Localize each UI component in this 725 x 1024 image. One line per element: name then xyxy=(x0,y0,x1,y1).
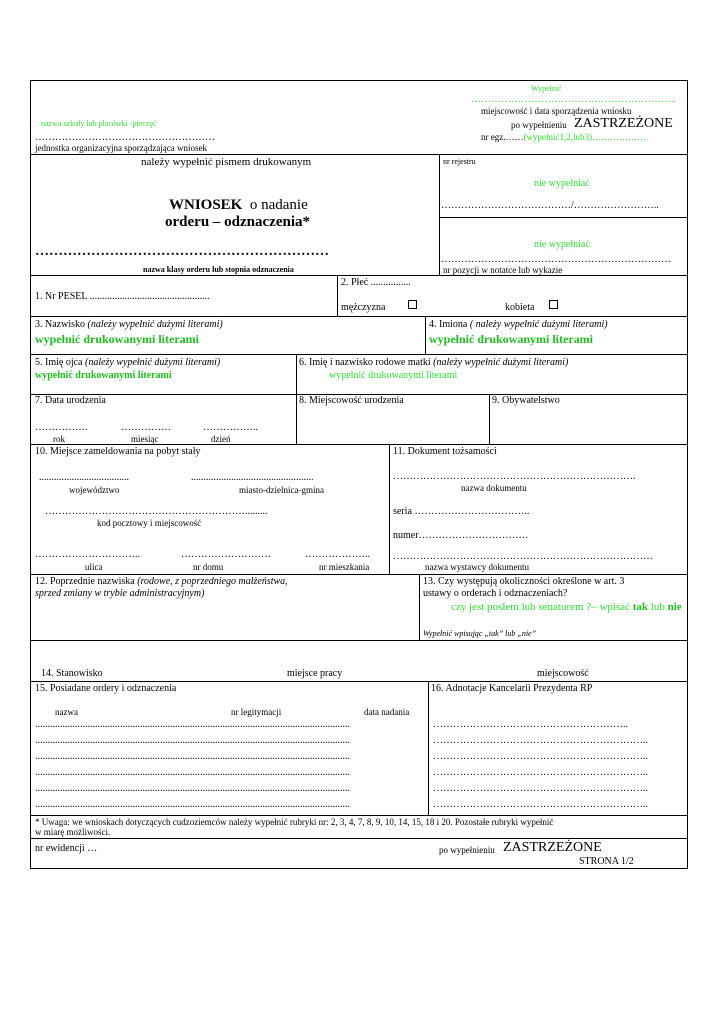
dob-month-dots[interactable]: …………… xyxy=(121,422,171,433)
form-title: WNIOSEK o nadanie xyxy=(169,197,308,213)
president-notes-label: 16. Adnotacje Kancelarii Prezydenta RP xyxy=(431,683,593,694)
father-name-value[interactable]: wypełnić drukowanymi literami xyxy=(35,370,172,381)
foreigners-note: * Uwaga: we wnioskach dotyczących cudzoziemców należy wypełnić rubryki nr: 2, 3, 4, 7, 8, 9, 10, 14, 15, 18 i 20. Pozostałe rubryki wypełnić xyxy=(35,817,554,827)
citizenship-label: 9. Obywatelstwo xyxy=(492,395,560,406)
page-number: STRONA 1/2 xyxy=(579,856,634,867)
place-date-label: miejscowość i data sporządzenia wniosku xyxy=(481,106,632,116)
instruction-text: należy wypełnić pismem drukowanym xyxy=(141,156,312,168)
surname-value[interactable]: wypełnić drukowanymi literami xyxy=(35,332,199,346)
mother-name-value[interactable]: wypełnić drukowanymi literami xyxy=(329,370,458,381)
do-not-fill-2: nie wypełniać xyxy=(534,239,590,250)
day-label: dzień xyxy=(211,434,231,444)
awards-col-name: nazwa xyxy=(55,707,78,717)
postal-label: kod pocztowy i miejscowość xyxy=(97,518,202,528)
foreigners-note-2: w miarę możliwości. xyxy=(35,827,111,837)
workplace-label: miejsce pracy xyxy=(287,668,343,679)
flat-label: nr mieszkania xyxy=(319,562,370,572)
president-notes-row[interactable]: ………………………………………………….. xyxy=(433,719,628,730)
form-title-line2: orderu – odznaczenia* xyxy=(165,214,310,230)
flat-dots[interactable]: ……………….. xyxy=(305,549,370,560)
president-notes-row[interactable]: ……………………………………………………….. xyxy=(433,735,648,746)
footer-restricted: ZASTRZEŻONE xyxy=(503,840,602,855)
house-dots[interactable]: ……………………… xyxy=(181,549,271,560)
president-notes-row[interactable]: ……………………………………………………….. xyxy=(433,799,648,810)
postal-dots[interactable]: ……………………………………………………......... xyxy=(45,506,268,517)
president-notes-row[interactable]: ……………………………………………………….. xyxy=(433,783,648,794)
mp-senator-question[interactable]: czy jest posłem lub senatorem ?– wpisać tak lub nie xyxy=(451,601,682,613)
unit-label: jednostka organizacyjna sporządzająca wniosek xyxy=(35,143,208,153)
after-fill-label: po wypełnieniu xyxy=(511,120,567,130)
awards-row[interactable]: .............................................................................................................................. xyxy=(35,719,350,730)
street-dots[interactable]: ………………………….. xyxy=(35,549,140,560)
id-series-field[interactable]: seria …………………………….. xyxy=(393,506,530,517)
place-date-dots[interactable]: …………………………………………………….. xyxy=(471,94,676,105)
voivodeship-dots[interactable]: .................................... xyxy=(39,472,129,483)
dob-year-dots[interactable]: ……………. xyxy=(35,422,88,433)
previous-names-label: 12. Poprzednie nazwiska (rodowe, z poprzedniego małżeństwa, xyxy=(35,576,288,587)
school-stamp-note: nazwa szkoły lub placówki -pieczęć xyxy=(41,119,157,128)
id-issuer-label: nazwa wystawcy dokumentu xyxy=(425,562,529,572)
mother-name-label: 6. Imię i nazwisko rodowe matki (należy wypełnić dużymi literami) xyxy=(299,357,569,368)
awards-row[interactable]: .............................................................................................................................. xyxy=(35,751,350,762)
address-label: 10. Miejsce zameldowania na pobyt stały xyxy=(35,446,201,457)
sex-label: 2. Płeć ................ xyxy=(341,277,411,288)
id-doc-name-label: nazwa dokumentu xyxy=(461,483,527,493)
circumstances-label-2: ustawy o orderach i odznaczeniach? xyxy=(423,588,568,599)
id-doc-label: 11. Dokument tożsamości xyxy=(393,446,497,457)
birthplace-label: 8. Miejscowość urodzenia xyxy=(299,395,404,406)
street-label: ulica xyxy=(85,562,103,572)
position-dots[interactable]: …………………………………………………………… xyxy=(441,254,671,265)
position-label: 14. Stanowisko xyxy=(41,668,103,679)
awards-label: 15. Posiadane ordery i odznaczenia xyxy=(35,683,177,694)
previous-names-hint: sprzed zmiany w trybie administracyjnym) xyxy=(35,588,205,599)
evidence-number-field[interactable]: nr ewidencji … xyxy=(35,843,98,854)
dob-day-dots[interactable]: …………….. xyxy=(203,422,258,433)
female-checkbox[interactable] xyxy=(549,300,558,309)
father-name-label: 5. Imię ojca (należy wypełnić dużymi literami) xyxy=(35,357,221,368)
awards-col-date: data nadania xyxy=(364,707,410,717)
awards-row[interactable]: .............................................................................................................................. xyxy=(35,799,350,810)
dob-label: 7. Data urodzenia xyxy=(35,395,106,406)
order-dots[interactable]: ……………………………………………………… xyxy=(35,244,329,259)
circumstances-label: 13. Czy występują okoliczności określone w art. 3 xyxy=(423,576,625,587)
awards-row[interactable]: .............................................................................................................................. xyxy=(35,735,350,746)
id-doc-name-dots[interactable]: ………………………………………………………………. xyxy=(393,471,636,482)
circumstances-hint: Wypełnić wpisując „tak” lub „nie” xyxy=(423,629,537,638)
surname-label: 3. Nazwisko (należy wypełnić dużymi literami) xyxy=(35,319,223,330)
city-dots[interactable]: ................................................. xyxy=(191,472,314,483)
position-label: nr pozycji w notatce lub wykazie xyxy=(443,265,563,275)
register-dots[interactable]: …………………………………/…………………….. xyxy=(441,200,659,211)
month-label: miesiąc xyxy=(131,434,159,444)
house-label: nr domu xyxy=(193,562,224,572)
male-checkbox[interactable] xyxy=(408,300,417,309)
female-label: kobieta xyxy=(505,302,535,313)
order-label: nazwa klasy orderu lub stopnia odznaczenia xyxy=(143,265,294,274)
fill-note: Wypełnić xyxy=(531,84,562,93)
register-label: nr rejestru xyxy=(443,157,476,166)
awards-row[interactable]: .............................................................................................................................. xyxy=(35,767,350,778)
president-notes-row[interactable]: ……………………………………………………….. xyxy=(433,751,648,762)
voivodeship-label: województwo xyxy=(69,485,120,495)
unit-dots[interactable]: ……………………………………………… xyxy=(35,132,215,143)
id-issuer-dots[interactable]: …………………………………………………………………… xyxy=(393,551,653,562)
application-form xyxy=(30,80,688,869)
copy-number-field[interactable]: nr egz.……(wypełnić1,2,lub3)……………… xyxy=(481,132,646,142)
city-label: miasto-dzielnica-gmina xyxy=(239,485,324,495)
president-notes-row[interactable]: ……………………………………………………….. xyxy=(433,767,648,778)
restricted-label: ZASTRZEŻONE xyxy=(574,116,673,131)
do-not-fill-1: nie wypełniać xyxy=(534,178,590,189)
given-names-value[interactable]: wypełnić drukowanymi literami xyxy=(429,332,593,346)
male-label: mężczyzna xyxy=(341,302,386,313)
pesel-field[interactable]: 1. Nr PESEL ................................................ xyxy=(35,291,210,302)
footer-after-fill: po wypełnieniu xyxy=(439,845,495,855)
awards-col-id: nr legitymacji xyxy=(231,707,282,717)
given-names-label: 4. Imiona ( należy wypełnić dużymi literami) xyxy=(429,319,608,330)
locality-label: miejscowość xyxy=(537,668,589,679)
awards-row[interactable]: .............................................................................................................................. xyxy=(35,783,350,794)
year-label: rok xyxy=(53,434,65,444)
id-number-field[interactable]: numer…………………………… xyxy=(393,530,529,541)
